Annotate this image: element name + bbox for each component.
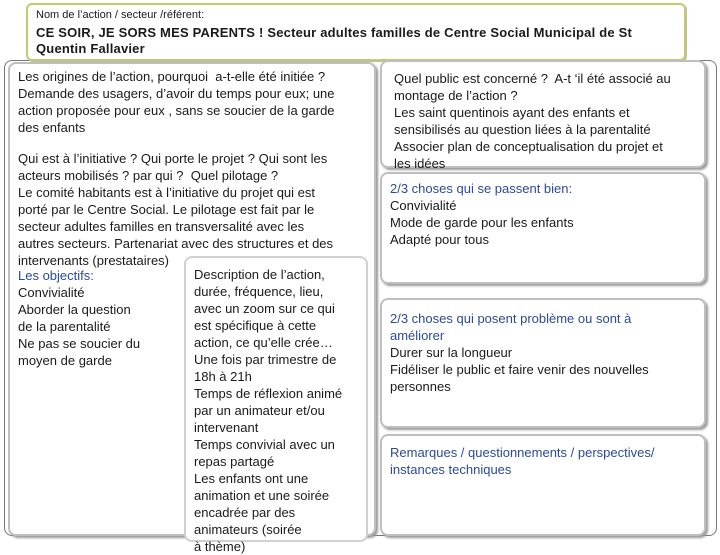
public-text: Quel public est concerné ? A-t ‘il été associé au montage de l’action ? Les saint quentinois ayant des enfants et sensibilisés au question liées à la parentalité Associer plan de conceptualisation du projet et les idées bbox=[394, 71, 671, 171]
bien-panel bbox=[380, 172, 706, 284]
description-panel bbox=[184, 256, 368, 554]
page-title: CE SOIR, JE SORS MES PARENTS ! Secteur adultes familles de Centre Social Municipal de St Quentin Fallavier bbox=[36, 25, 633, 56]
header-box bbox=[26, 3, 686, 61]
public-panel bbox=[380, 60, 706, 171]
header-label: Nom de l’action / secteur /référent: bbox=[36, 9, 205, 21]
initiative-text: Qui est à l’initiative ? Qui porte le projet ? Qui sont les acteurs mobilisés ? par qui ? Quel pilotage ? Le comité habitants est à l’initiative du projet qui est porté par le Centre Social. Le pilotage est fait par le secteur adultes familles en transversalité avec les autres secteurs. Partenariat avec des structures et des intervenants (prestataires) bbox=[18, 151, 334, 268]
remarques-panel bbox=[380, 434, 706, 536]
bien-title: 2/3 choses qui se passent bien: bbox=[390, 181, 573, 196]
probleme-body: Durer sur la longueur Fidéliser le public et faire venir des nouvelles personnes bbox=[390, 345, 649, 394]
remarques-text: Remarques / questionnements / perspectives/ instances techniques bbox=[390, 445, 655, 477]
bien-body: Convivialité Mode de garde pour les enfants Adapté pour tous bbox=[390, 198, 574, 247]
probleme-title: 2/3 choses qui posent problème ou sont à améliorer bbox=[390, 311, 632, 343]
objectifs-title: Les objectifs: bbox=[18, 268, 94, 283]
origines-text: Les origines de l’action, pourquoi a-t-elle été initiée ? Demande des usagers, d’avoir du temps pour eux; une action proposée pour eux , sans se soucier de la garde des enfants bbox=[18, 69, 335, 135]
description-text: Description de l’action, durée, fréquence, lieu, avec un zoom sur ce qui est spécifique à cette action, ce qu’elle crée… Une fois par trimestre de 18h à 21h Temps de réflexion animé par un animateur et/ou intervenant Temps convivial avec un repas partagé Les enfants ont une animation et une soirée encadrée par des animateurs (soirée à thème) bbox=[194, 267, 343, 554]
objectifs-body: Convivialité Aborder la question de la parentalité Ne pas se soucier du moyen de garde bbox=[18, 285, 141, 368]
probleme-panel bbox=[380, 298, 706, 428]
